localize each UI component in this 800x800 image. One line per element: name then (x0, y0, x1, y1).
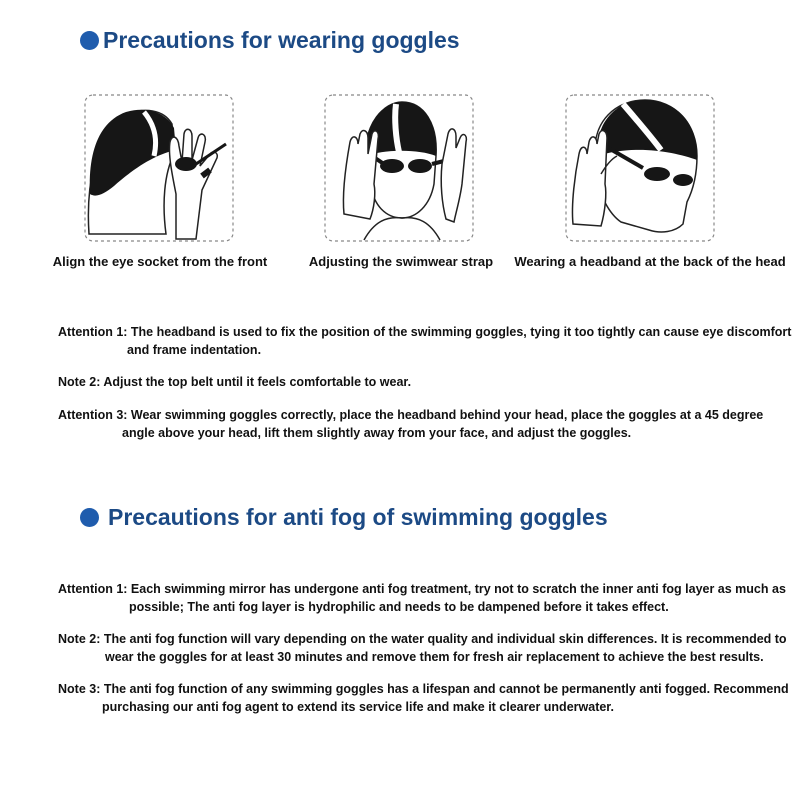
note-line: possible; The anti fog layer is hydrophilic and needs to be dampened before it takes effect. (129, 600, 669, 614)
align-eye-socket-illustration (84, 94, 234, 242)
note-line: wear the goggles for at least 30 minutes and remove them for fresh air replacement to achieve the best results. (105, 650, 764, 664)
headband-back-illustration (565, 94, 715, 242)
section-heading-text: Precautions for anti fog of swimming goggles (108, 504, 608, 530)
caption-adjust-strap: Adjusting the swimwear strap (308, 254, 494, 269)
note-line: Note 2: The anti fog function will vary depending on the water quality and individual skin differences. It is recommended to (58, 632, 787, 646)
caption-align-eye-socket: Align the eye socket from the front (52, 254, 268, 269)
note-line: angle above your head, lift them slightly away from your face, and adjust the goggles. (122, 426, 632, 440)
adjust-strap-illustration (324, 94, 474, 242)
note-line: purchasing our anti fog agent to extend its service life and make it clearer underwater. (102, 700, 614, 714)
hand-icon (169, 129, 217, 239)
note-anti-fog-attention-1 (58, 580, 786, 616)
note-line: Note 2: Adjust the top belt until it feels comfortable to wear. (58, 375, 412, 389)
note-attention-1 (58, 323, 791, 359)
note-line: Attention 1: The headband is used to fix the position of the swimming goggles, tying it too tightly can cause eye discomfort (58, 325, 792, 339)
bullet-dot-icon (80, 31, 99, 50)
bullet-dot-icon (80, 508, 99, 527)
swimmer-head-icon (88, 110, 176, 234)
note-line: Note 3: The anti fog function of any swimming goggles has a lifespan and cannot be permanently anti fogged. Recommend (58, 682, 789, 696)
section-heading-wearing (80, 27, 460, 54)
caption-headband-back: Wearing a headband at the back of the head (514, 254, 786, 269)
note-anti-fog-2 (58, 630, 787, 666)
note-2 (58, 373, 411, 391)
swimmer-head-icon (595, 100, 697, 232)
note-attention-3 (58, 406, 763, 442)
note-line: Attention 1: Each swimming mirror has undergone anti fog treatment, try not to scratch the inner anti fog layer as much as (58, 582, 786, 596)
section-heading-anti-fog (80, 504, 608, 531)
note-anti-fog-3 (58, 680, 789, 716)
section-heading-text: Precautions for wearing goggles (103, 27, 460, 53)
note-line: and frame indentation. (127, 343, 262, 357)
note-line: Attention 3: Wear swimming goggles correctly, place the headband behind your head, place the goggles at a 45 degree (58, 408, 764, 422)
